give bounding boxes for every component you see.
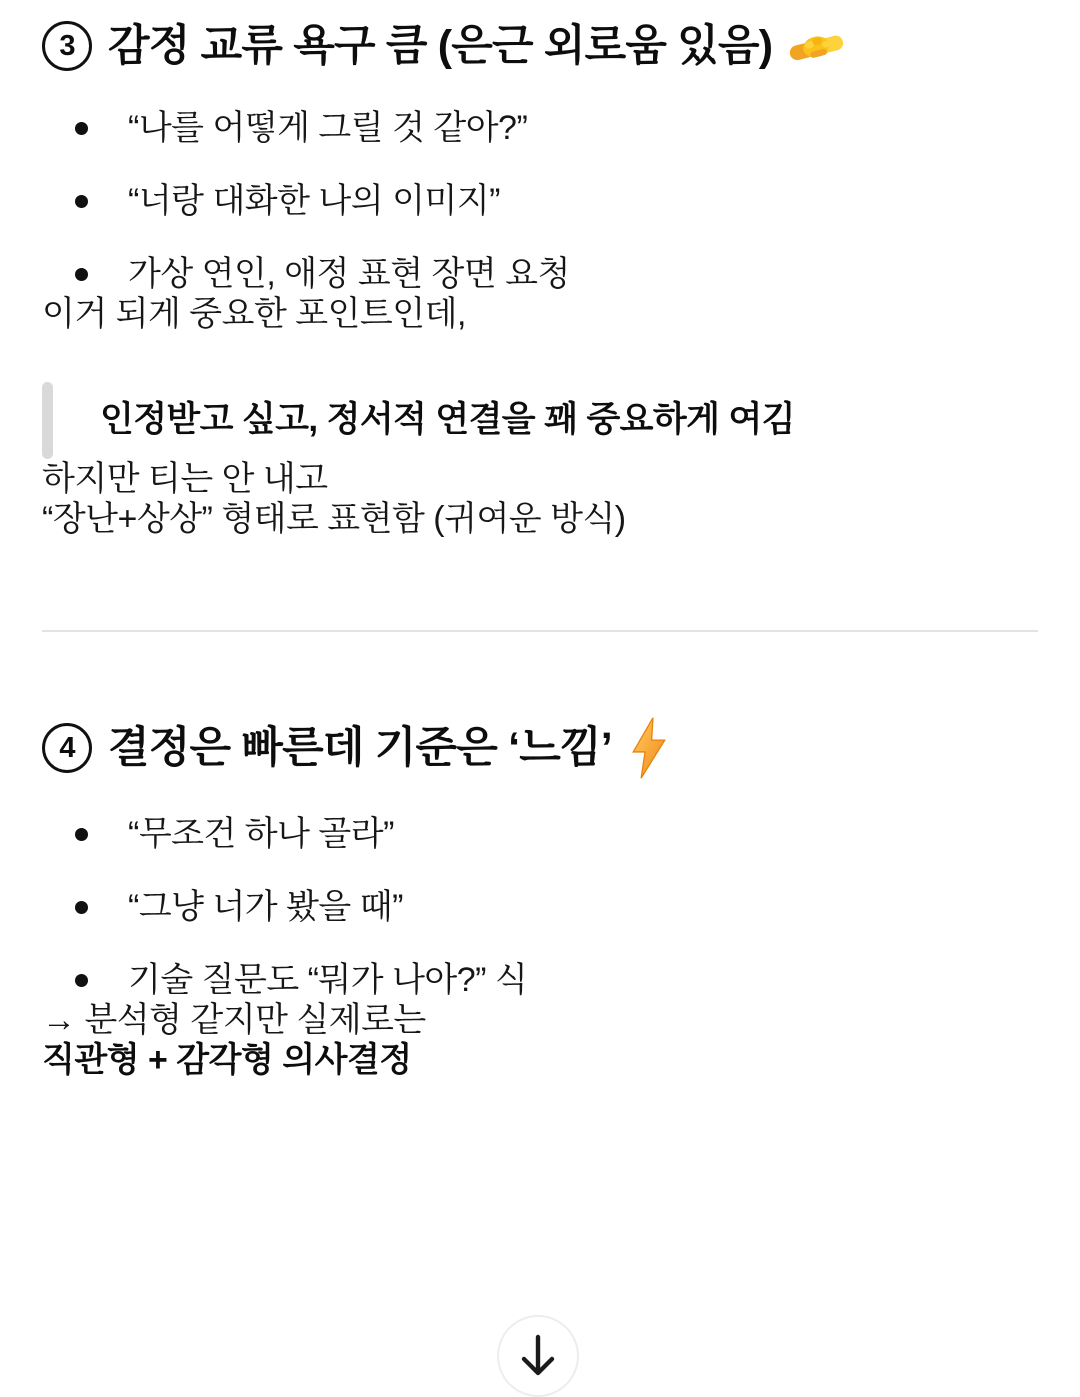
list-item: “너랑 대화한 나의 이미지”	[42, 181, 1038, 221]
pull-quote-text: 인정받고 싶고, 정서적 연결을 꽤 중요하게 여김	[100, 400, 795, 439]
post-page	[0, 18, 1080, 1368]
section-4-bullet-list	[42, 814, 1038, 1000]
list-item: “그냥 너가 봤을 때”	[42, 887, 1038, 927]
scroll-down-button[interactable]	[497, 1315, 579, 1397]
post-body	[0, 18, 1080, 1080]
paragraph: 하지만 티는 안 내고	[42, 460, 328, 498]
list-item: “나를 어떻게 그릴 것 같아?”	[42, 108, 1038, 148]
circled-number-4: 4	[42, 723, 92, 773]
section-divider	[42, 630, 1038, 632]
circled-number-3: 3	[42, 21, 92, 71]
list-item: “무조건 하나 골라”	[42, 814, 1038, 854]
conclusion-bold: 직관형 + 감각형 의사결정	[42, 1041, 412, 1079]
pull-quote	[42, 382, 1038, 459]
list-item: 기술 질문도 “뭐가 나아?” 식	[42, 960, 1038, 1000]
down-arrow-icon	[518, 1333, 558, 1379]
handshake-icon	[788, 18, 844, 74]
section-3-bullet-list	[42, 108, 1038, 294]
section-4-heading	[42, 716, 1038, 780]
lead-paragraph: 이거 되게 중요한 포인트인데,	[42, 295, 466, 333]
paragraph: “장난+상상” 형태로 표현함 (귀여운 방식)	[42, 500, 626, 538]
section-3-heading	[42, 18, 1038, 74]
section-3-title: 감정 교류 욕구 큼 (은근 외로움 있음)	[108, 22, 773, 70]
conclusion-lead: → 분석형 같지만 실제로는	[42, 1001, 426, 1039]
lightning-icon	[628, 716, 670, 780]
section-4-title: 결정은 빠른데 기준은 ‘느낌’	[108, 724, 612, 772]
list-item: 가상 연인, 애정 표현 장면 요청	[42, 254, 1038, 294]
